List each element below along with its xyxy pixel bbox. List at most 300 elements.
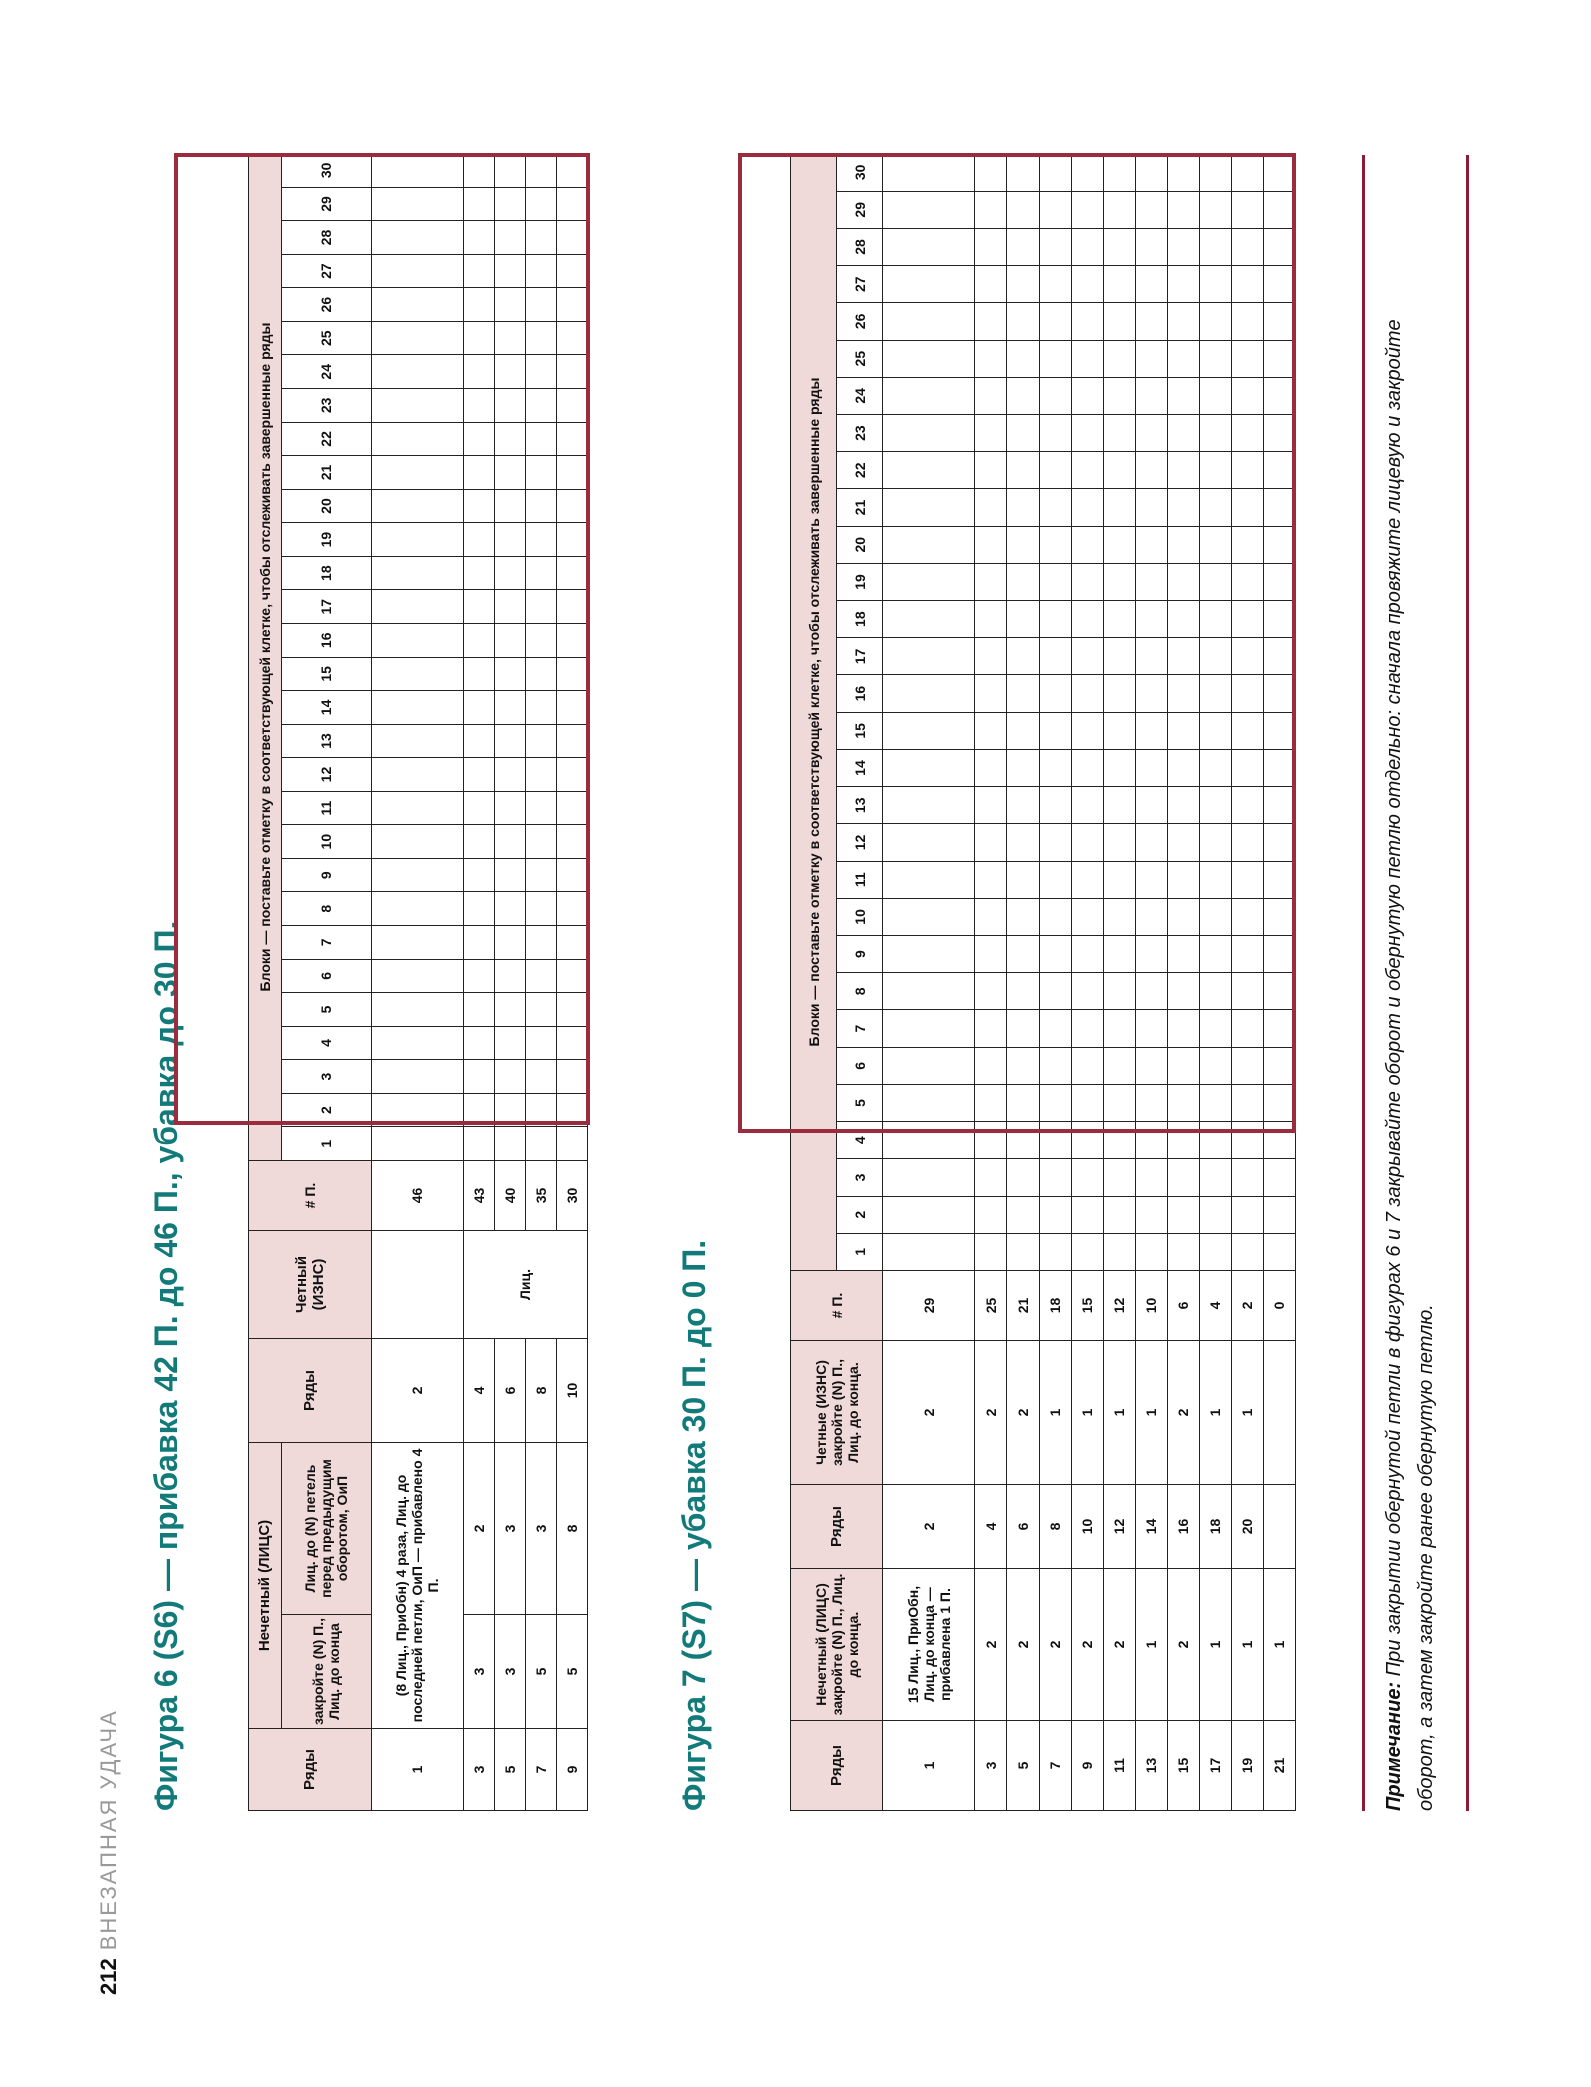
block-cell <box>556 355 587 389</box>
block-cell <box>525 321 556 355</box>
block-cell <box>525 288 556 322</box>
block-cell <box>1007 749 1039 786</box>
block-cell <box>1007 601 1039 638</box>
block-cell <box>371 221 463 255</box>
stitch-count: 15 <box>1071 1271 1103 1341</box>
block-cell <box>1039 1010 1071 1047</box>
block-cell <box>494 1026 525 1060</box>
block-cell <box>1103 1010 1135 1047</box>
block-cell <box>525 389 556 423</box>
block-cell <box>556 288 587 322</box>
block-cell <box>1007 340 1039 377</box>
block-cell <box>1071 675 1103 712</box>
block-cell <box>975 936 1007 973</box>
block-cell <box>1199 1159 1231 1196</box>
block-cell <box>1263 228 1295 265</box>
block-cell <box>1167 1122 1199 1159</box>
block-cell <box>1135 973 1167 1010</box>
block-cell <box>1071 414 1103 451</box>
block-cell <box>1103 154 1135 192</box>
block-cell <box>1231 861 1263 898</box>
even-instruction <box>371 1230 463 1338</box>
stitch-count: 21 <box>1007 1271 1039 1341</box>
block-cell <box>525 590 556 624</box>
block-cell <box>556 959 587 993</box>
block-cell <box>883 228 975 265</box>
block-cell <box>463 926 494 960</box>
block-cell <box>883 377 975 414</box>
figure6-rows-header: Ряды <box>249 1729 372 1811</box>
block-cell <box>525 1127 556 1161</box>
block-cell <box>1039 526 1071 563</box>
block-cell <box>1039 824 1071 861</box>
block-cell <box>1103 1122 1135 1159</box>
block-cell <box>494 758 525 792</box>
block-cell <box>371 556 463 590</box>
block-cell <box>556 187 587 221</box>
block-cell <box>1199 191 1231 228</box>
figure7-table <box>790 153 1296 1811</box>
block-cell <box>1231 936 1263 973</box>
short-row-count: 3 <box>494 1442 525 1614</box>
row-number: 21 <box>1263 1721 1295 1811</box>
figure6-odd-col1-header: закройте (N) П., Лиц. до конца <box>282 1615 372 1729</box>
block-number: 18 <box>837 601 883 638</box>
block-cell <box>1199 1233 1231 1270</box>
block-cell <box>525 825 556 859</box>
block-cell <box>1007 563 1039 600</box>
table-row <box>1071 154 1103 1811</box>
bind-off-count: 1 <box>1199 1341 1231 1485</box>
block-cell <box>1167 452 1199 489</box>
block-cell <box>1039 1084 1071 1121</box>
block-cell <box>371 623 463 657</box>
block-cell <box>1039 1196 1071 1233</box>
block-cell <box>1071 787 1103 824</box>
block-cell <box>1263 973 1295 1010</box>
block-number: 20 <box>282 489 372 523</box>
block-cell <box>883 973 975 1010</box>
block-cell <box>1039 1122 1071 1159</box>
block-cell <box>1135 712 1167 749</box>
block-cell <box>525 758 556 792</box>
block-cell <box>1103 1233 1135 1270</box>
block-cell <box>1103 638 1135 675</box>
block-number: 17 <box>282 590 372 624</box>
block-cell <box>1071 712 1103 749</box>
block-cell <box>1071 526 1103 563</box>
figure7-blocks-header: Блоки — поставьте отметку в соответствующей клетке, чтобы отслеживать завершенные ряды <box>791 154 837 1271</box>
stitch-count: 43 <box>463 1160 494 1230</box>
block-cell <box>494 892 525 926</box>
block-cell <box>371 1060 463 1094</box>
block-cell <box>883 712 975 749</box>
block-cell <box>556 691 587 725</box>
block-cell <box>1199 973 1231 1010</box>
block-cell <box>371 758 463 792</box>
block-cell <box>1071 601 1103 638</box>
block-cell <box>1167 638 1199 675</box>
block-cell <box>494 556 525 590</box>
block-cell <box>1263 936 1295 973</box>
block-cell <box>1199 824 1231 861</box>
bind-off-count: 2 <box>1167 1569 1199 1721</box>
block-number: 13 <box>282 724 372 758</box>
block-cell <box>1199 675 1231 712</box>
block-cell <box>463 254 494 288</box>
block-cell <box>975 601 1007 638</box>
figure6-odd-col2-header: Лиц. до (N) петель перед предыдущим оборотом, ОиП <box>282 1442 372 1614</box>
block-cell <box>1039 601 1071 638</box>
block-cell <box>494 254 525 288</box>
block-cell <box>1167 563 1199 600</box>
block-cell <box>556 657 587 691</box>
even-row-number: 16 <box>1167 1485 1199 1569</box>
block-cell <box>883 1010 975 1047</box>
block-cell <box>556 926 587 960</box>
block-cell <box>494 959 525 993</box>
figure7-count-header: # П. <box>791 1271 883 1341</box>
block-cell <box>1231 377 1263 414</box>
block-cell <box>1039 973 1071 1010</box>
block-cell <box>1103 1047 1135 1084</box>
block-cell <box>556 254 587 288</box>
block-cell <box>463 825 494 859</box>
block-cell <box>975 749 1007 786</box>
block-cell <box>975 191 1007 228</box>
block-cell <box>975 675 1007 712</box>
block-cell <box>1263 1010 1295 1047</box>
block-cell <box>371 154 463 188</box>
block-cell <box>1231 414 1263 451</box>
block-cell <box>525 422 556 456</box>
block-cell <box>1135 675 1167 712</box>
block-cell <box>556 523 587 557</box>
even-row-number: 14 <box>1135 1485 1167 1569</box>
block-cell <box>975 489 1007 526</box>
block-cell <box>494 1127 525 1161</box>
block-number: 25 <box>282 321 372 355</box>
block-cell <box>1199 340 1231 377</box>
block-cell <box>1135 452 1167 489</box>
row-instruction: 15 Лиц., ПриОбн, Лиц. до конца — прибавлена 1 П. <box>883 1569 975 1721</box>
block-cell <box>494 724 525 758</box>
block-cell <box>525 556 556 590</box>
bind-off-count: 1 <box>1231 1569 1263 1721</box>
block-cell <box>1231 1047 1263 1084</box>
block-cell <box>371 422 463 456</box>
block-cell <box>975 526 1007 563</box>
block-cell <box>1263 154 1295 192</box>
block-cell <box>371 254 463 288</box>
block-cell <box>556 1060 587 1094</box>
block-cell <box>1199 563 1231 600</box>
block-cell <box>975 1196 1007 1233</box>
block-cell <box>494 993 525 1027</box>
block-cell <box>1039 377 1071 414</box>
block-cell <box>1007 1196 1039 1233</box>
block-cell <box>371 858 463 892</box>
block-cell <box>1103 1084 1135 1121</box>
block-cell <box>1039 749 1071 786</box>
block-number: 28 <box>837 228 883 265</box>
block-cell <box>1071 563 1103 600</box>
block-cell <box>975 303 1007 340</box>
block-cell <box>371 1026 463 1060</box>
block-number: 8 <box>837 973 883 1010</box>
row-number: 11 <box>1103 1721 1135 1811</box>
block-cell <box>883 601 975 638</box>
block-cell <box>463 389 494 423</box>
block-number: 23 <box>837 414 883 451</box>
block-cell <box>371 691 463 725</box>
block-cell <box>1103 414 1135 451</box>
block-cell <box>975 638 1007 675</box>
block-number: 12 <box>837 824 883 861</box>
block-cell <box>525 221 556 255</box>
block-number: 15 <box>837 712 883 749</box>
block-cell <box>883 1084 975 1121</box>
block-cell <box>1199 638 1231 675</box>
block-cell <box>1071 228 1103 265</box>
block-cell <box>1007 1122 1039 1159</box>
bind-off-count: 1 <box>1263 1569 1295 1721</box>
block-cell <box>556 221 587 255</box>
block-cell <box>1167 414 1199 451</box>
block-number: 13 <box>837 787 883 824</box>
block-cell <box>1007 452 1039 489</box>
block-number: 7 <box>837 1010 883 1047</box>
block-cell <box>525 187 556 221</box>
block-cell <box>1231 489 1263 526</box>
short-row-count: 3 <box>525 1442 556 1614</box>
figure6-even-rows-header: Ряды <box>249 1338 372 1442</box>
block-number: 19 <box>837 563 883 600</box>
bind-off-count: 1 <box>1039 1341 1071 1485</box>
block-cell <box>1231 1159 1263 1196</box>
bind-off-count: 5 <box>556 1615 587 1729</box>
block-number: 26 <box>837 303 883 340</box>
row-number: 5 <box>494 1729 525 1811</box>
block-cell <box>1167 787 1199 824</box>
block-cell <box>1071 266 1103 303</box>
block-cell <box>1103 228 1135 265</box>
block-cell <box>556 724 587 758</box>
block-cell <box>525 691 556 725</box>
block-cell <box>1007 1010 1039 1047</box>
table-row <box>975 154 1007 1811</box>
block-cell <box>883 563 975 600</box>
stitch-count: 25 <box>975 1271 1007 1341</box>
block-cell <box>883 191 975 228</box>
block-cell <box>525 892 556 926</box>
block-number: 9 <box>837 936 883 973</box>
block-number: 2 <box>282 1093 372 1127</box>
bind-off-count: 2 <box>1039 1569 1071 1721</box>
block-cell <box>1103 526 1135 563</box>
block-cell <box>1135 824 1167 861</box>
bind-off-count: 1 <box>1231 1341 1263 1485</box>
block-cell <box>1263 601 1295 638</box>
figure7-rows-header: Ряды <box>791 1721 883 1811</box>
block-cell <box>975 266 1007 303</box>
block-cell <box>494 456 525 490</box>
block-cell <box>525 355 556 389</box>
row-number: 5 <box>1007 1721 1039 1811</box>
block-number: 15 <box>282 657 372 691</box>
block-cell <box>975 452 1007 489</box>
even-row-number: 18 <box>1199 1485 1231 1569</box>
block-number: 19 <box>282 523 372 557</box>
block-cell <box>494 590 525 624</box>
note-label: Примечание: <box>1383 1681 1405 1811</box>
block-cell <box>1167 749 1199 786</box>
block-cell <box>463 993 494 1027</box>
block-cell <box>1263 414 1295 451</box>
block-cell <box>1263 266 1295 303</box>
block-cell <box>1231 638 1263 675</box>
block-cell <box>975 1010 1007 1047</box>
stitch-count: 46 <box>371 1160 463 1230</box>
block-cell <box>1135 414 1167 451</box>
block-cell <box>1103 675 1135 712</box>
block-cell <box>1167 377 1199 414</box>
block-cell <box>1167 266 1199 303</box>
bind-off-count: 1 <box>1071 1341 1103 1485</box>
block-cell <box>1071 1047 1103 1084</box>
block-cell <box>525 523 556 557</box>
block-cell <box>371 657 463 691</box>
block-cell <box>1007 712 1039 749</box>
block-cell <box>1263 526 1295 563</box>
block-cell <box>463 355 494 389</box>
block-cell <box>1135 228 1167 265</box>
stitch-count: 30 <box>556 1160 587 1230</box>
block-cell <box>1039 638 1071 675</box>
block-number: 7 <box>282 926 372 960</box>
block-cell <box>1199 861 1231 898</box>
block-cell <box>1263 824 1295 861</box>
block-cell <box>1263 1047 1295 1084</box>
block-number: 29 <box>837 191 883 228</box>
block-cell <box>1039 452 1071 489</box>
block-cell <box>494 523 525 557</box>
block-cell <box>556 556 587 590</box>
block-cell <box>1263 452 1295 489</box>
block-cell <box>1263 377 1295 414</box>
block-cell <box>1263 340 1295 377</box>
block-cell <box>1135 1084 1167 1121</box>
block-cell <box>556 791 587 825</box>
block-cell <box>463 556 494 590</box>
block-cell <box>1103 377 1135 414</box>
block-cell <box>1135 601 1167 638</box>
figure7-odd-header: Нечетный (ЛИЦС) закройте (N) П., Лиц. до конца. <box>791 1569 883 1721</box>
block-cell <box>1167 340 1199 377</box>
block-cell <box>494 1060 525 1094</box>
even-row-number: 8 <box>1039 1485 1071 1569</box>
block-cell <box>1231 824 1263 861</box>
block-cell <box>463 959 494 993</box>
block-cell <box>463 221 494 255</box>
block-cell <box>556 321 587 355</box>
stitch-count: 10 <box>1135 1271 1167 1341</box>
block-cell <box>1039 1047 1071 1084</box>
block-cell <box>371 389 463 423</box>
block-number: 14 <box>837 749 883 786</box>
block-number: 22 <box>837 452 883 489</box>
block-cell <box>556 456 587 490</box>
block-number: 14 <box>282 691 372 725</box>
bind-off-count: 3 <box>494 1615 525 1729</box>
table-row <box>463 154 494 1811</box>
block-cell <box>1007 266 1039 303</box>
block-cell <box>371 825 463 859</box>
block-cell <box>1263 1159 1295 1196</box>
block-cell <box>463 758 494 792</box>
table-row <box>1007 154 1039 1811</box>
block-cell <box>1039 191 1071 228</box>
block-cell <box>1231 154 1263 192</box>
block-cell <box>494 825 525 859</box>
block-number: 6 <box>837 1047 883 1084</box>
figure7-even-header: Четные (ИЗНС) закройте (N) П., Лиц. до конца. <box>791 1341 883 1485</box>
block-cell <box>975 1122 1007 1159</box>
block-number: 21 <box>282 456 372 490</box>
block-cell <box>1039 303 1071 340</box>
block-cell <box>494 187 525 221</box>
block-cell <box>1071 749 1103 786</box>
block-cell <box>883 154 975 192</box>
block-cell <box>1135 1122 1167 1159</box>
block-cell <box>556 858 587 892</box>
block-number: 30 <box>282 154 372 188</box>
block-cell <box>494 791 525 825</box>
block-cell <box>1199 936 1231 973</box>
block-cell <box>1135 898 1167 935</box>
block-cell <box>1199 228 1231 265</box>
block-cell <box>1231 228 1263 265</box>
block-cell <box>1167 303 1199 340</box>
block-cell <box>1007 861 1039 898</box>
block-cell <box>1231 787 1263 824</box>
block-cell <box>1167 861 1199 898</box>
row-number: 3 <box>975 1721 1007 1811</box>
even-row-number: 10 <box>1071 1485 1103 1569</box>
block-cell <box>1007 1084 1039 1121</box>
block-cell <box>1103 266 1135 303</box>
block-cell <box>1071 154 1103 192</box>
block-cell <box>975 1159 1007 1196</box>
row-number: 7 <box>525 1729 556 1811</box>
block-cell <box>1039 861 1071 898</box>
block-cell <box>1071 1010 1103 1047</box>
block-cell <box>1135 638 1167 675</box>
block-cell <box>463 422 494 456</box>
block-cell <box>1231 1084 1263 1121</box>
block-cell <box>1007 898 1039 935</box>
block-cell <box>1039 1159 1071 1196</box>
stitch-count: 2 <box>1231 1271 1263 1341</box>
block-cell <box>1007 154 1039 192</box>
block-cell <box>1071 452 1103 489</box>
block-cell <box>1231 675 1263 712</box>
block-cell <box>525 1093 556 1127</box>
block-cell <box>1199 749 1231 786</box>
block-cell <box>525 993 556 1027</box>
block-cell <box>975 154 1007 192</box>
block-cell <box>1263 861 1295 898</box>
